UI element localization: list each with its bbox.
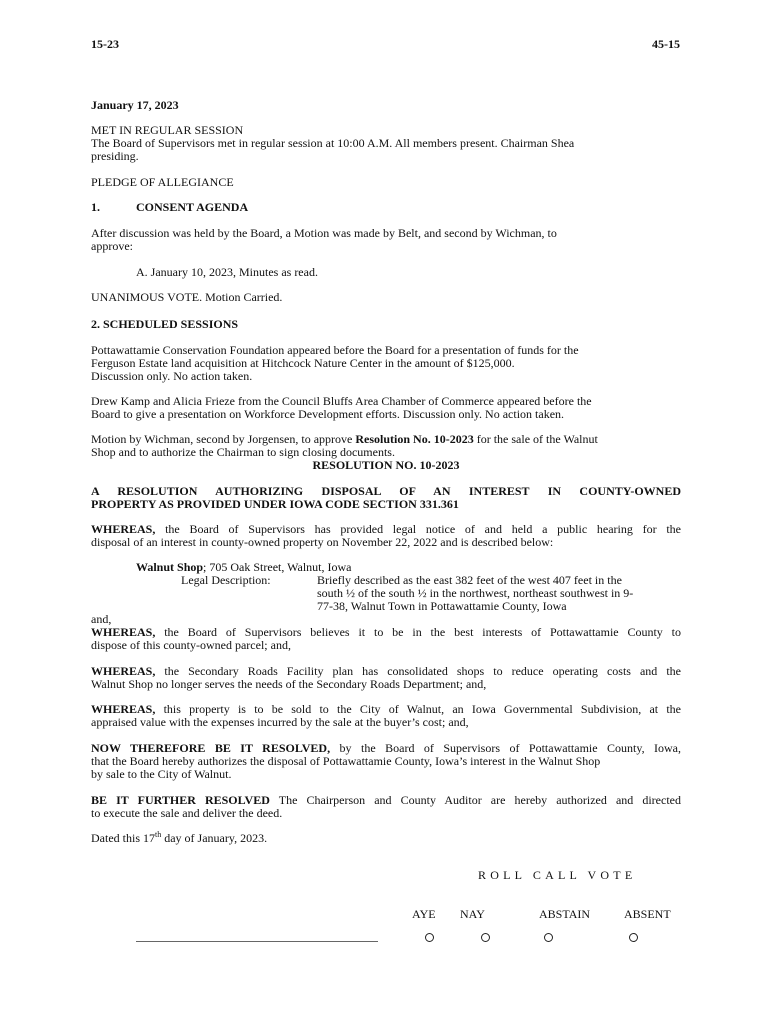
abstain-radio[interactable]: [544, 933, 553, 942]
session-line-1: The Board of Supervisors met in regular session at 10:00 A.M. All members present. Chairman Shea: [91, 136, 575, 150]
consent-line-1: After discussion was held by the Board, a Motion was made by Belt, and second by Wichman, to: [91, 226, 557, 240]
abstain-label: ABSTAIN: [539, 907, 591, 921]
whereas-1-keyword: WHEREAS,: [91, 522, 156, 536]
now-therefore-text: by the Board of Supervisors of Pottawattamie County, Iowa,: [330, 741, 682, 755]
dated-post: day of January, 2023.: [161, 831, 268, 845]
nay-radio[interactable]: [481, 933, 490, 942]
whereas-2: [91, 626, 681, 652]
whereas-4: [91, 703, 681, 729]
legal-line-3: 77-38, Walnut Town in Pottawattamie County, Iowa: [317, 599, 567, 613]
consent-number: 1.: [91, 200, 100, 214]
scheduled-p2-line-2: Board to give a presentation on Workforce Development efforts. Discussion only. No action taken.: [91, 407, 565, 421]
p3-resolution-ref: Resolution No. 10-2023: [355, 432, 474, 446]
nay-label: NAY: [460, 907, 485, 921]
whereas-3-text: the Secondary Roads Facility plan has consolidated shops to reduce operating costs and the: [155, 664, 681, 678]
legal-line-2: south ½ of the south ½ in the northwest, northeast southwest in 9-: [317, 586, 634, 600]
whereas-3: [91, 665, 681, 691]
now-therefore: [91, 742, 681, 781]
whereas-4-keyword: WHEREAS,: [91, 702, 156, 716]
scheduled-para-1: [91, 344, 681, 383]
scheduled-p1-line-2: Ferguson Estate land acquisition at Hitchcock Nature Center in the amount of $125,000.: [91, 356, 515, 370]
now-therefore-line-3: by sale to the City of Walnut.: [91, 767, 232, 781]
whereas-2-line-2: dispose of this county-owned parcel; and,: [91, 638, 291, 652]
session-heading: MET IN REGULAR SESSION: [91, 123, 244, 137]
legal-description-label: Legal Description:: [181, 573, 271, 587]
page-number-right: 45-15: [652, 37, 680, 51]
whereas-3-keyword: WHEREAS,: [91, 664, 156, 678]
whereas-2-text: the Board of Supervisors believes it to be in the best interests of Pottawattamie County to: [155, 625, 681, 639]
p3-pre: Motion by Wichman, second by Jorgensen, to approve: [91, 432, 356, 446]
consent-title: CONSENT AGENDA: [136, 200, 249, 214]
session-line-2: presiding.: [91, 149, 139, 163]
dated-pre: Dated this 17: [91, 831, 155, 845]
further-resolved-line-2: to execute the sale and deliver the deed.: [91, 806, 283, 820]
scheduled-p1-line-3: Discussion only. No action taken.: [91, 369, 253, 383]
now-therefore-line-2: that the Board hereby authorizes the disposal of Pottawattamie County, Iowa’s interest in the Walnut Shop: [91, 754, 601, 768]
whereas-1-line-2: disposal of an interest in county-owned property on November 22, 2022 and is described below:: [91, 535, 554, 549]
consent-line-2: approve:: [91, 239, 133, 253]
session-block: [91, 124, 681, 163]
resolution-title: [91, 485, 681, 511]
scheduled-p1-line-1: Pottawattamie Conservation Foundation appeared before the Board for a presentation of funds for the: [91, 343, 579, 357]
resolution-title-line-1: A RESOLUTION AUTHORIZING DISPOSAL OF AN INTEREST IN COUNTY-OWNED: [91, 484, 681, 498]
scheduled-title: 2. SCHEDULED SESSIONS: [91, 317, 239, 331]
scheduled-para-2: [91, 395, 681, 421]
resolution-number: RESOLUTION NO. 10-2023: [312, 458, 460, 472]
dated-superscript: th: [155, 830, 162, 839]
consent-motion: [91, 227, 681, 253]
property-name: Walnut Shop: [136, 560, 204, 574]
now-therefore-keyword: NOW THEREFORE BE IT RESOLVED,: [91, 741, 331, 755]
scheduled-p3-line-2: Shop and to authorize the Chairman to sign closing documents.: [91, 445, 395, 459]
and-connector: and,: [91, 612, 112, 626]
absent-radio[interactable]: [629, 933, 638, 942]
consent-vote: UNANIMOUS VOTE. Motion Carried.: [91, 290, 283, 304]
whereas-2-keyword: WHEREAS,: [91, 625, 156, 639]
legal-description: [317, 574, 681, 613]
dated-line: [91, 832, 267, 845]
property-address: ; 705 Oak Street, Walnut, Iowa: [203, 560, 352, 574]
further-resolved-text: The Chairperson and County Auditor are hereby authorized and directed: [269, 793, 681, 807]
p3-post: for the sale of the Walnut: [473, 432, 598, 446]
whereas-1-text: the Board of Supervisors has provided legal notice of and held a public hearing for the: [155, 522, 681, 536]
resolution-title-line-2: PROPERTY AS PROVIDED UNDER IOWA CODE SECTION 331.361: [91, 497, 459, 511]
further-resolved: [91, 794, 681, 820]
whereas-1: [91, 523, 681, 549]
scheduled-p2-line-1: Drew Kamp and Alicia Frieze from the Council Bluffs Area Chamber of Commerce appeared before the: [91, 394, 592, 408]
whereas-4-text: this property is to be sold to the City of Walnut, an Iowa Governmental Subdivision, at the: [155, 702, 681, 716]
further-resolved-keyword: BE IT FURTHER RESOLVED: [91, 793, 270, 807]
aye-label: AYE: [412, 907, 436, 921]
roll-call-title: ROLL CALL VOTE: [478, 868, 637, 882]
whereas-4-line-2: appraised value with the expenses incurred by the sale at the buyer’s cost; and,: [91, 715, 469, 729]
aye-radio[interactable]: [425, 933, 434, 942]
legal-line-1: Briefly described as the east 382 feet of the west 407 feet in the: [317, 573, 622, 587]
consent-item-a: A. January 10, 2023, Minutes as read.: [136, 265, 318, 279]
scheduled-para-3: [91, 433, 681, 459]
pledge-heading: PLEDGE OF ALLEGIANCE: [91, 175, 234, 189]
page-number-left: 15-23: [91, 37, 119, 51]
signature-line: [136, 941, 378, 942]
meeting-date: January 17, 2023: [91, 98, 179, 112]
whereas-3-line-2: Walnut Shop no longer serves the needs of the Secondary Roads Department; and,: [91, 677, 487, 691]
absent-label: ABSENT: [624, 907, 671, 921]
